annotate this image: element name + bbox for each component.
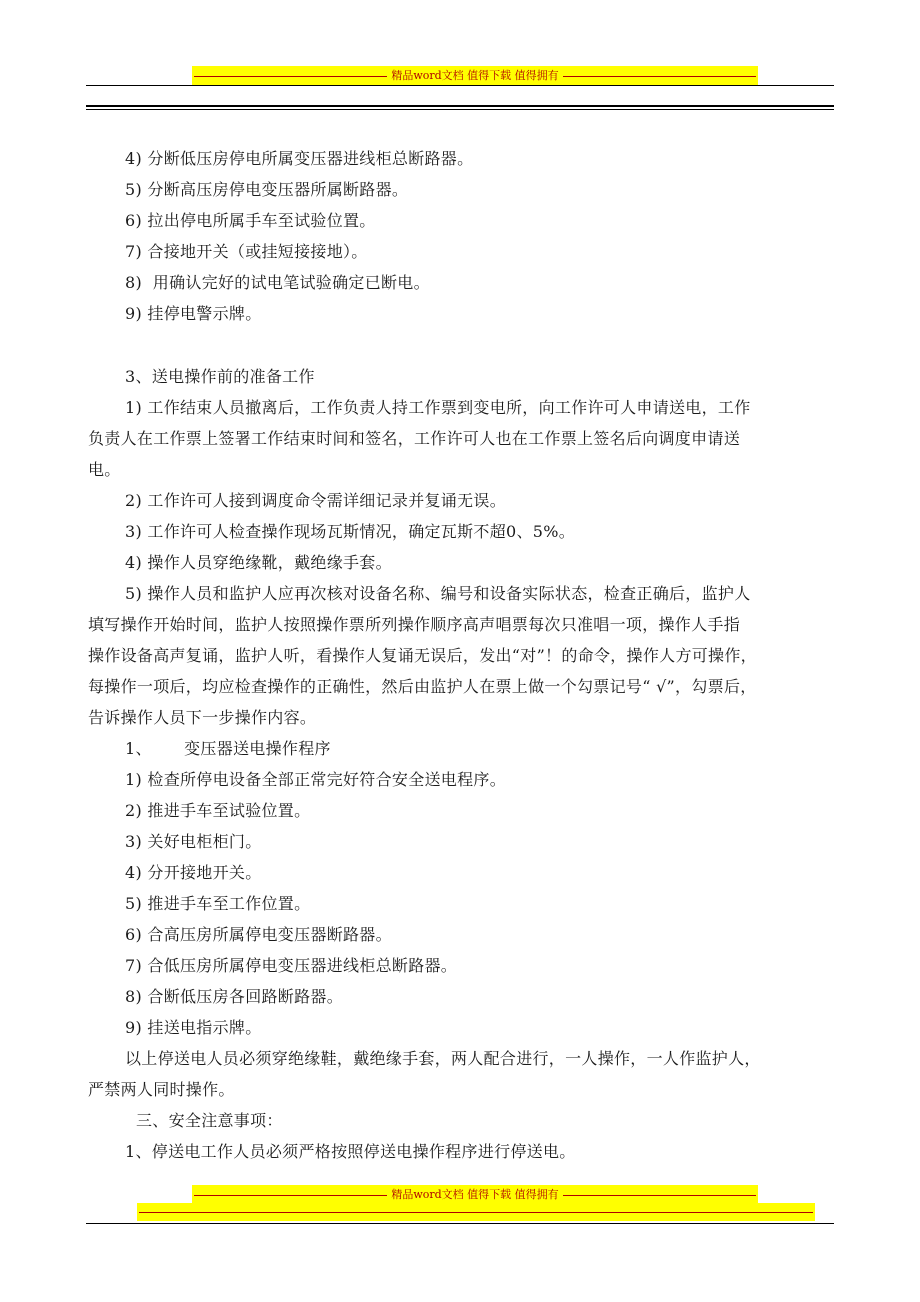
text-line: 负责人在工作票上签署工作结束时间和签名，工作许可人也在工作票上签名后向调度申请送	[88, 429, 741, 448]
text-line: 1) 工作结束人员撤离后，工作负责人持工作票到变电所，向工作许可人申请送电，工作	[125, 398, 751, 417]
text-line: 1、 变压器送电操作程序	[125, 739, 331, 758]
text-line: 2) 推进手车至试验位置。	[125, 801, 311, 820]
text-line: 5) 推进手车至工作位置。	[125, 894, 311, 913]
text-line: 电。	[88, 460, 121, 479]
text-line: 4) 分开接地开关。	[125, 863, 262, 882]
text-line: 6) 拉出停电所属手车至试验位置。	[125, 211, 376, 230]
header-banner-text: 精品word文档 值得下载 值得拥有	[391, 69, 559, 82]
text-line: 每操作一项后，均应检查操作的正确性，然后由监护人在票上做一个勾票记号“ √”，勾票后，	[88, 677, 757, 696]
text-line: 6) 合高压房所属停电变压器断路器。	[125, 925, 392, 944]
text-line: 4) 分断低压房停电所属变压器进线柜总断路器。	[125, 149, 474, 168]
text-line: 操作设备高声复诵，监护人听，看操作人复诵无误后，发出“对”！的命令，操作人方可操作，	[88, 646, 757, 665]
text-line: 3) 关好电柜柜门。	[125, 832, 262, 851]
text-line: 1) 检查所停电设备全部正常完好符合安全送电程序。	[125, 770, 507, 789]
header-rule-thick	[86, 105, 834, 107]
text-line: 5) 分断高压房停电变压器所属断路器。	[125, 180, 409, 199]
text-line: 3) 工作许可人检查操作现场瓦斯情况，确定瓦斯不超0、5%。	[125, 522, 576, 541]
text-line: 填写操作开始时间，监护人按照操作票所列操作顺序高声唱票每次只准唱一项，操作人手指	[88, 615, 741, 634]
text-line: 8) 用确认完好的试电笔试验确定已断电。	[125, 273, 430, 292]
footer-banner	[192, 1185, 758, 1205]
text-line: 告诉操作人员下一步操作内容。	[88, 708, 317, 727]
text-line: 4) 操作人员穿绝缘靴，戴绝缘手套。	[125, 553, 392, 572]
text-line: 9) 挂送电指示牌。	[125, 1018, 262, 1037]
text-line: 1、停送电工作人员必须严格按照停送电操作程序进行停送电。	[125, 1142, 576, 1161]
text-line: 三、安全注意事项：	[136, 1111, 283, 1130]
text-line: 3、送电操作前的准备工作	[125, 367, 315, 386]
text-line: 2) 工作许可人接到调度命令需详细记录并复诵无误。	[125, 491, 507, 510]
footer-highlight-bar	[137, 1203, 815, 1221]
text-line: 8) 合断低压房各回路断路器。	[125, 987, 344, 1006]
header-banner	[192, 66, 758, 86]
footer-banner-text: 精品word文档 值得下载 值得拥有	[391, 1188, 559, 1201]
footer-rule	[86, 1223, 834, 1224]
header-rule-thin	[86, 109, 834, 110]
text-line: 7) 合接地开关（或挂短接接地）。	[125, 242, 368, 261]
text-line: 以上停送电人员必须穿绝缘鞋，戴绝缘手套，两人配合进行，一人操作，一人作监护人，	[125, 1049, 761, 1068]
header-rule	[86, 85, 834, 86]
text-line: 5) 操作人员和监护人应再次核对设备名称、编号和设备实际状态，检查正确后，监护人	[125, 584, 751, 603]
text-line: 严禁两人同时操作。	[88, 1080, 235, 1099]
text-line: 9) 挂停电警示牌。	[125, 304, 262, 323]
text-line: 7) 合低压房所属停电变压器进线柜总断路器。	[125, 956, 458, 975]
